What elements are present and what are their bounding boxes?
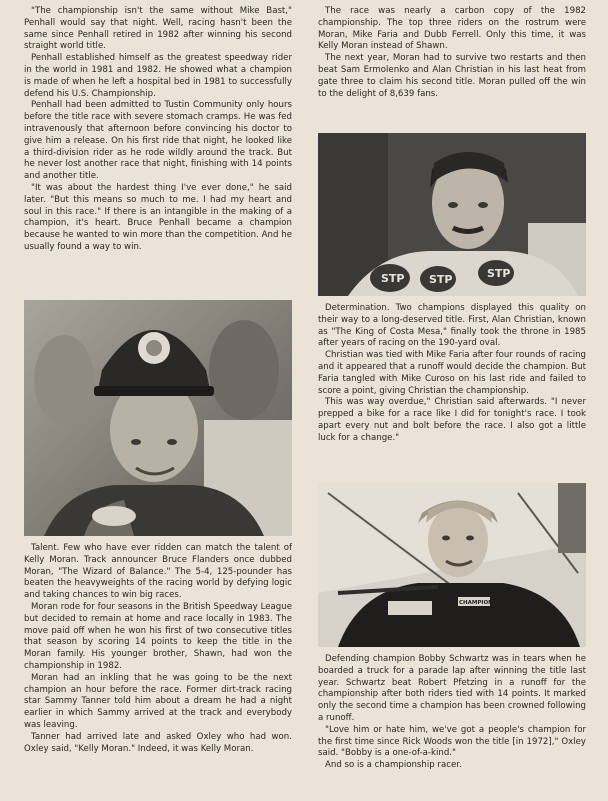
paragraph: Determination. Two champions displayed this quality on their way to a long-deserved title. First, Alan Christian, known as "The King of Costa Mesa," finally took the throne in 1985 after years of racing on the 190-yard oval.	[318, 303, 586, 349]
right-column	[318, 0, 586, 801]
photo-alan-christian-image	[318, 133, 586, 296]
paragraph: Moran had an inkling that he was going to be the next champion an hour before the race. Former dirt-track racing star Sammy Tanner told him about a dream he had a night earlier in which Sammy arrived at the track and everybody was leaving.	[24, 672, 292, 730]
left-top-text	[24, 6, 292, 254]
paragraph: And so is a championship racer.	[325, 760, 462, 771]
jersey-logo-text: STP	[487, 267, 511, 280]
paragraph: The next year, Moran had to survive two restarts and then beat Sam Ermolenko and Alan Christian in his last heat from gate three to claim his second title. Moran pulled off the win to the delight of 8,639 fans.	[318, 53, 586, 99]
paragraph: Penhall had been admitted to Tustin Community only hours before the title race with severe stomach cramps. He was fed intravenously that afternoon before convincing his doctor to give him a release. On his first ride that night, he looked like a third-division rider as he rode wildly around the track. But he never lost another race that night, finishing with 14 points and another title.	[24, 100, 292, 182]
jersey-logo-text: STP	[429, 273, 453, 286]
right-middle-text	[318, 303, 586, 445]
paragraph: "It was about the hardest thing I've ever done," he said later. "But this means so much to me. I had my heart and soul in this race." If there is an intangible in the making of a champion, it's heart. Bruce Penhall became a champion because he wanted to win more than the competition. And he usually found a way to win.	[24, 182, 292, 252]
photo-alan-christian	[318, 133, 586, 296]
paragraph: Penhall established himself as the greatest speedway rider in the world in 1981 and 1982. He showed what a champion is made of when he left a hospital bed in 1981 to successfully defend his U.S. Championship.	[24, 53, 292, 99]
right-bottom-text	[318, 654, 586, 772]
paragraph: Defending champion Bobby Schwartz was in tears when he boarded a truck for a parade lap after winning the title last year. Schwartz beat Robert Pfetzing in a runoff for the championship after both riders tied with 14 points. It marked only the second time a champion has been crowned following a runoff.	[318, 654, 586, 723]
jacket-patch-text: CHAMPION	[459, 600, 493, 606]
photo-kelly-moran	[24, 300, 292, 536]
paragraph: Tanner had arrived late and asked Oxley who had won. Oxley said, "Kelly Moran." Indeed, it was Kelly Moran.	[24, 731, 292, 754]
jersey-logo-text: STP	[381, 272, 405, 285]
paragraph: "The championship isn't the same without Mike Bast," Penhall would say that night. Well, racing hasn't been the same since Penhall retired in 1982 after winning his second straight world title.	[24, 6, 292, 52]
paragraph: "Love him or hate him, we've got a people's champion for the first time since Rick Woods won the title [in 1972]," Oxley said. "Bobby is a one-of-a-kind."	[318, 724, 586, 759]
paragraph: The race was nearly a carbon copy of the 1982 championship. The top three riders on the rostrum were Moran, Mike Faria and Dubb Ferrell. Only this time, it was Kelly Moran instead of Shawn.	[318, 6, 586, 52]
right-top-text	[318, 6, 586, 100]
paragraph: Moran rode for four seasons in the British Speedway League but decided to remain at home and race locally in 1983. The move paid off when he won his first of two consecutive titles that season by scoring 14 points to keep the title in the Moran family. His younger brother, Shawn, had won the championship in 1982.	[24, 601, 292, 671]
left-column	[24, 0, 292, 801]
paragraph: Talent. Few who have ever ridden can match the talent of Kelly Moran. Track announcer Bruce Flanders once dubbed Moran, "The Wizard of Balance." The 5-4, 125-pounder has beaten the heavyweights of the racing world by defying logic and taking chances to win big races.	[24, 543, 292, 601]
photo-bobby-schwartz	[318, 483, 586, 647]
left-bottom-text	[24, 543, 292, 755]
photo-bobby-schwartz-image	[318, 483, 586, 647]
paragraph: Christian was tied with Mike Faria after four rounds of racing and it appeared that a runoff would decide the champion. But Faria tangled with Mike Curoso on his last ride and failed to score a point, giving Christian the championship.	[318, 350, 586, 396]
paragraph: This was way overdue," Christian said afterwards. "I never prepped a bike for a race like I did for tonight's race. I took apart every nut and bolt before the race. I also got a little luck for a change."	[318, 397, 586, 443]
photo-kelly-moran-image	[24, 300, 292, 536]
